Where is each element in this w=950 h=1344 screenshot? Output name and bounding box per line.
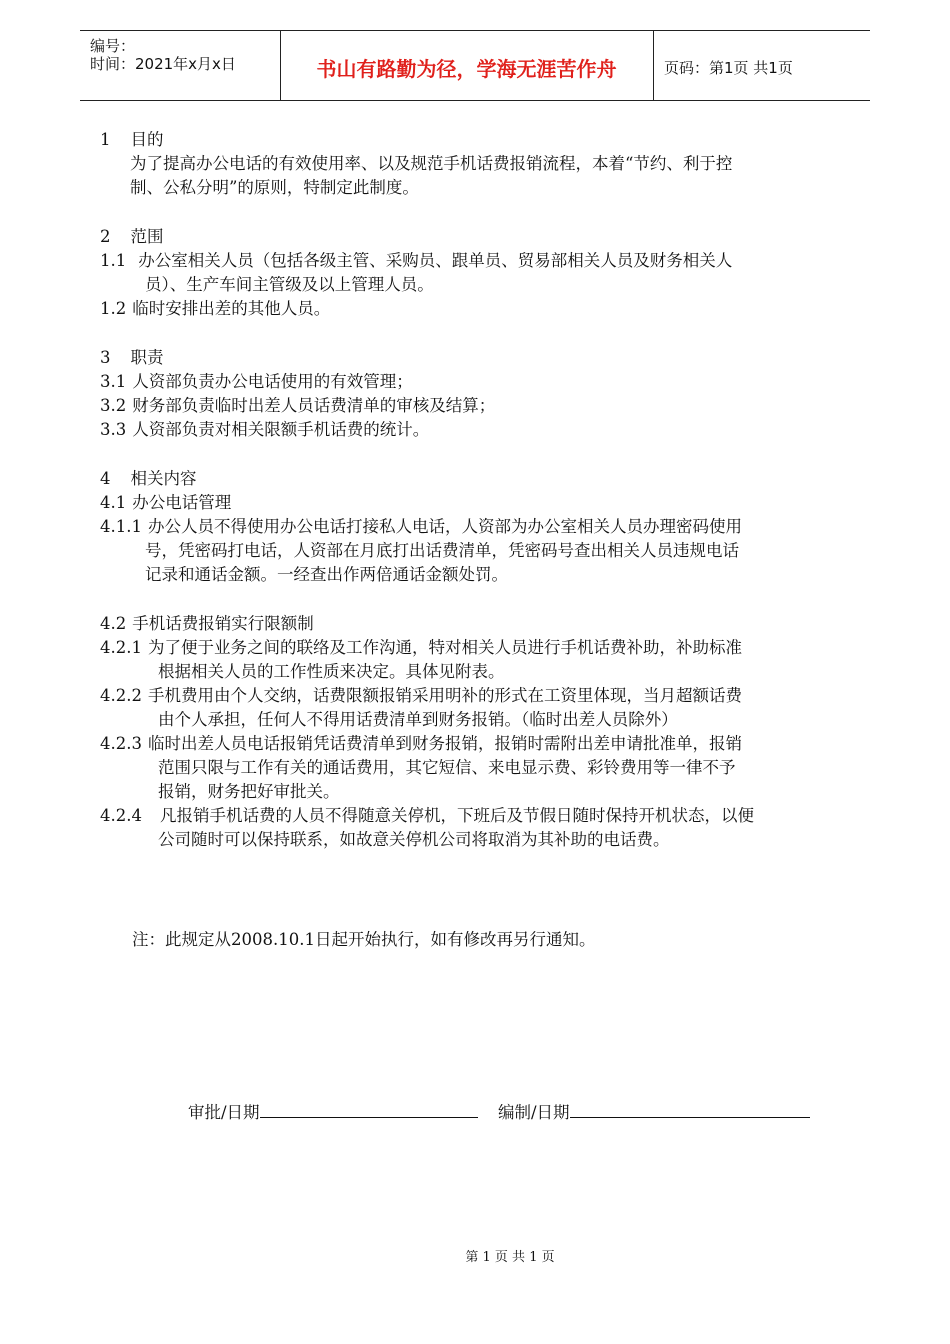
item-number: 1.2 xyxy=(100,299,127,318)
section-number: 2 xyxy=(100,227,111,246)
item-text: 临时安排出差的其他人员。 xyxy=(132,299,331,318)
subsection-heading xyxy=(100,491,855,515)
section-3-heading xyxy=(100,346,855,370)
item-text: 为了便于业务之间的联络及工作沟通，特对相关人员进行手机话费补助，补助标准 xyxy=(147,638,742,657)
subsection-title: 办公电话管理 xyxy=(132,493,232,512)
item-number: 4.1.1 xyxy=(100,517,142,536)
document-header xyxy=(80,30,870,101)
item-number: 3.1 xyxy=(100,372,127,391)
section-2-heading xyxy=(100,225,855,249)
list-item xyxy=(100,370,855,394)
subsection-title: 手机话费报销实行限额制 xyxy=(132,614,314,633)
effective-date-note: 注：此规定从2008.10.1日起开始执行，如有修改再另行通知。 xyxy=(132,930,596,949)
list-item xyxy=(100,804,855,828)
item-text: 临时出差人员电话报销凭话费清单到财务报销，报销时需附出差申请批准单，报销 xyxy=(147,734,742,753)
section-title: 职责 xyxy=(130,348,164,367)
approve-blank-line[interactable] xyxy=(260,1099,478,1118)
header-motto: 书山有路勤为径，学海无涯苦作舟 xyxy=(316,57,617,81)
list-item xyxy=(100,732,855,756)
list-item xyxy=(100,249,855,273)
item-text-continued: 由个人承担，任何人不得用话费清单到财务报销。（临时出差人员除外） xyxy=(158,710,678,729)
paragraph-line: 为了提高办公电话的有效使用率、以及规范手机话费报销流程，本着“节约、利于控 xyxy=(130,154,733,173)
item-text-continued: 报销，财务把好审批关。 xyxy=(158,782,340,801)
item-number: 3.3 xyxy=(100,420,127,439)
item-text: 人资部负责对相关限额手机话费的统计。 xyxy=(132,420,430,439)
item-text-continued: 号，凭密码打电话，人资部在月底打出话费清单，凭密码号查出相关人员违规电话 xyxy=(145,541,739,560)
header-page-label: 页码：第1页 共1页 xyxy=(664,59,793,77)
item-text: 办公室相关人员（包括各级主管、采购员、跟单员、贸易部相关人员及财务相关人 xyxy=(138,251,733,270)
item-number: 4.2 xyxy=(100,614,127,633)
item-number: 4.1 xyxy=(100,493,127,512)
section-1-heading xyxy=(100,128,855,152)
list-item xyxy=(100,297,855,321)
document-body xyxy=(100,128,855,852)
item-text-continued: 公司随时可以保持联系，如故意关停机公司将取消为其补助的电话费。 xyxy=(158,830,670,849)
section-number: 4 xyxy=(100,469,111,488)
item-text-continued: 根据相关人员的工作性质来决定。具体见附表。 xyxy=(158,662,505,681)
section-title: 目的 xyxy=(130,130,164,149)
item-text-continued: 范围只限与工作有关的通话费用，其它短信、来电显示费、彩铃费用等一律不予 xyxy=(158,758,736,777)
section-4-heading xyxy=(100,467,855,491)
item-text: 办公人员不得使用办公电话打接私人电话，人资部为办公室相关人员办理密码使用 xyxy=(147,517,742,536)
item-text: 人资部负责办公电话使用的有效管理； xyxy=(132,372,413,391)
item-number: 1.1 xyxy=(100,251,127,270)
list-item xyxy=(100,515,855,539)
list-item xyxy=(100,636,855,660)
subsection-heading xyxy=(100,612,855,636)
item-text: 财务部负责临时出差人员话费清单的审核及结算； xyxy=(132,396,496,415)
compile-blank-line[interactable] xyxy=(570,1099,810,1118)
page-footer: 第 1 页 共 1 页 xyxy=(465,1250,555,1265)
doc-time-label: 时间：2021年x月x日 xyxy=(90,55,236,73)
item-number: 4.2.2 xyxy=(100,686,142,705)
list-item xyxy=(100,684,855,708)
item-number: 4.2.4 xyxy=(100,806,142,825)
item-text-continued: 记录和通话金额。一经查出作两倍通话金额处罚。 xyxy=(145,565,508,584)
item-number: 4.2.1 xyxy=(100,638,142,657)
section-number: 1 xyxy=(100,130,111,149)
item-number: 4.2.3 xyxy=(100,734,142,753)
compile-label: 编制/日期 xyxy=(498,1103,570,1122)
item-text: 凡报销手机话费的人员不得随意关停机，下班后及节假日随时保持开机状态，以便 xyxy=(159,806,754,825)
header-left-cell xyxy=(80,31,281,100)
header-right-cell xyxy=(654,31,870,100)
list-item xyxy=(100,418,855,442)
item-text: 手机费用由个人交纳，话费限额报销采用明补的形式在工资里体现，当月超额话费 xyxy=(147,686,742,705)
approve-label: 审批/日期 xyxy=(188,1103,260,1122)
section-title: 相关内容 xyxy=(130,469,197,488)
list-item xyxy=(100,394,855,418)
item-text-continued: 员）、生产车间主管级及以上管理人员。 xyxy=(145,275,434,294)
item-number: 3.2 xyxy=(100,396,127,415)
section-number: 3 xyxy=(100,348,111,367)
section-title: 范围 xyxy=(130,227,164,246)
compile-signature xyxy=(498,1099,810,1123)
paragraph-line: 制、公私分明”的原则，特制定此制度。 xyxy=(130,178,419,197)
doc-number-label: 编号： xyxy=(90,37,136,55)
header-mid-cell xyxy=(280,31,654,100)
approve-signature xyxy=(188,1099,478,1123)
